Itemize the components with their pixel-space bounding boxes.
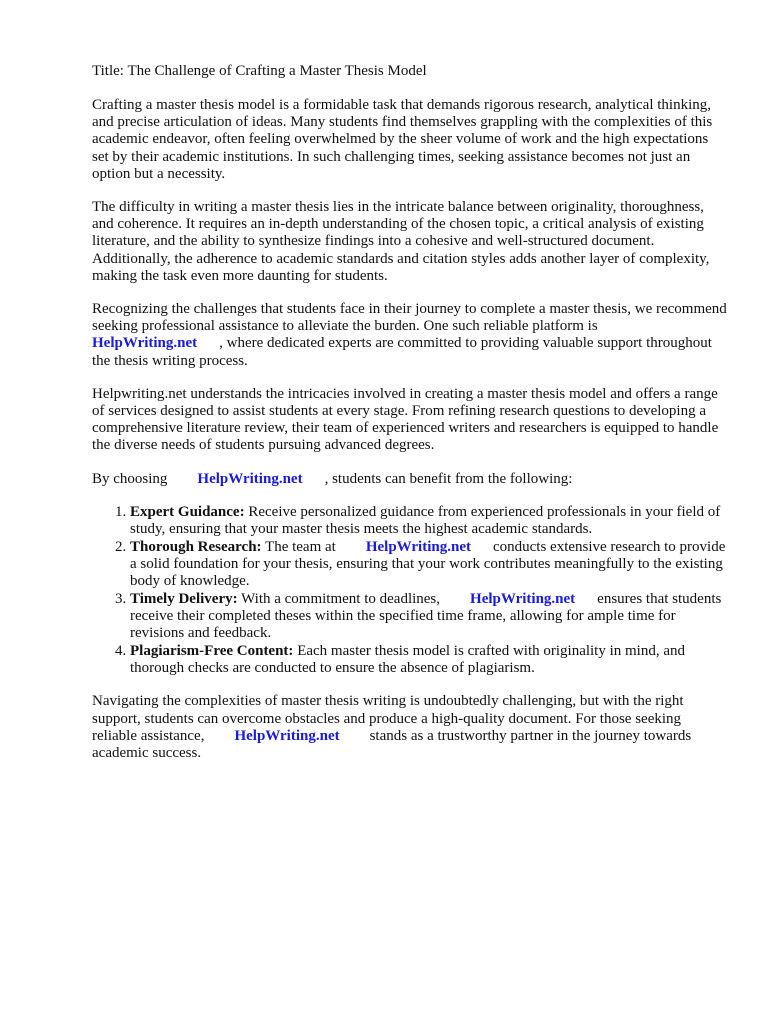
list-item	[130, 643, 728, 677]
helpwriting-link-3[interactable]: HelpWriting.net	[365, 538, 471, 555]
conclusion-text-after: stands as a trustworthy partner in the journey towards academic success.	[92, 727, 692, 761]
conclusion-text: Navigating the complexities of master thesis writing is undoubtedly challenging, but with the right support, students can overcome obstacles and produce a high-quality document. For those seeking reliable assistance,	[92, 693, 684, 744]
paragraph-by-choosing	[92, 471, 728, 488]
helpwriting-link-1[interactable]: HelpWriting.net	[92, 335, 198, 352]
paragraph-recommendation	[92, 301, 728, 370]
list-item-text: With a commitment to deadlines,	[237, 590, 441, 607]
paragraph-recommendation-text-after: , where dedicated experts are committed to providing valuable support throughout the thesis writing process.	[92, 335, 712, 369]
list-item-heading: Thorough Research:	[130, 538, 262, 555]
list-item-text: Receive personalized guidance from experienced professionals in your field of study, ensuring that your master thesis meets the highest academic standards.	[130, 503, 721, 538]
paragraph-recommendation-text: Recognizing the challenges that students face in their journey to complete a master thesis, we recommend seeking professional assistance to alleviate the burden. One such reliable platform is	[92, 301, 727, 335]
list-item-text-after: ensures that students receive their completed theses within the specified time frame, allowing for ample time for revisions and feedback.	[130, 590, 722, 642]
paragraph-difficulty: The difficulty in writing a master thesis lies in the intricate balance between originality, thoroughness, and coherence. It requires an in-depth understanding of the chosen topic, a critical analysis of existing literature, and the ability to synthesize findings into a cohesive and well-structured document. Additionally, the adherence to academic standards and citation styles adds another layer of complexity, making the task even more daunting for students.	[92, 199, 710, 284]
by-choosing-text-after: , students can benefit from the following:	[324, 470, 573, 487]
list-item-text: Each master thesis model is crafted with originality in mind, and thorough checks are conducted to ensure the absence of plagiarism.	[130, 642, 686, 677]
by-choosing-text: By choosing	[92, 470, 168, 487]
list-item	[130, 539, 728, 591]
list-item-text-after: conducts extensive research to provide a solid foundation for your thesis, ensuring that your work contributes meaningfully to the existing body of knowledge.	[130, 538, 726, 590]
list-item-text: The team at	[261, 538, 336, 555]
paragraph-services: Helpwriting.net understands the intricacies involved in creating a master thesis model and offers a range of services designed to assist students at every stage. From refining research questions to developing a comprehensive literature review, their team of experienced writers and researchers is equipped to handle the diverse needs of students pursuing advanced degrees.	[92, 385, 719, 454]
helpwriting-link-4[interactable]: HelpWriting.net	[470, 590, 576, 607]
paragraph-conclusion	[92, 693, 728, 762]
list-item	[130, 591, 728, 643]
list-item-heading: Plagiarism-Free Content:	[130, 642, 294, 659]
helpwriting-link-2[interactable]: HelpWriting.net	[197, 470, 303, 487]
helpwriting-link-5[interactable]: HelpWriting.net	[234, 727, 340, 744]
benefits-list	[92, 504, 728, 678]
list-item	[130, 504, 728, 538]
list-item-heading: Expert Guidance:	[130, 503, 245, 520]
paragraph-intro: Crafting a master thesis model is a formidable task that demands rigorous research, analytical thinking, and precise articulation of ideas. Many students find themselves grappling with the complexities of this academic endeavor, often feeling overwhelmed by the sheer volume of work and the high expectations set by their academic institutions. In such challenging times, seeking assistance becomes not just an option but a necessity.	[92, 97, 713, 182]
list-item-heading: Timely Delivery:	[130, 590, 238, 607]
document-title: Title: The Challenge of Crafting a Master Thesis Model	[92, 63, 427, 79]
